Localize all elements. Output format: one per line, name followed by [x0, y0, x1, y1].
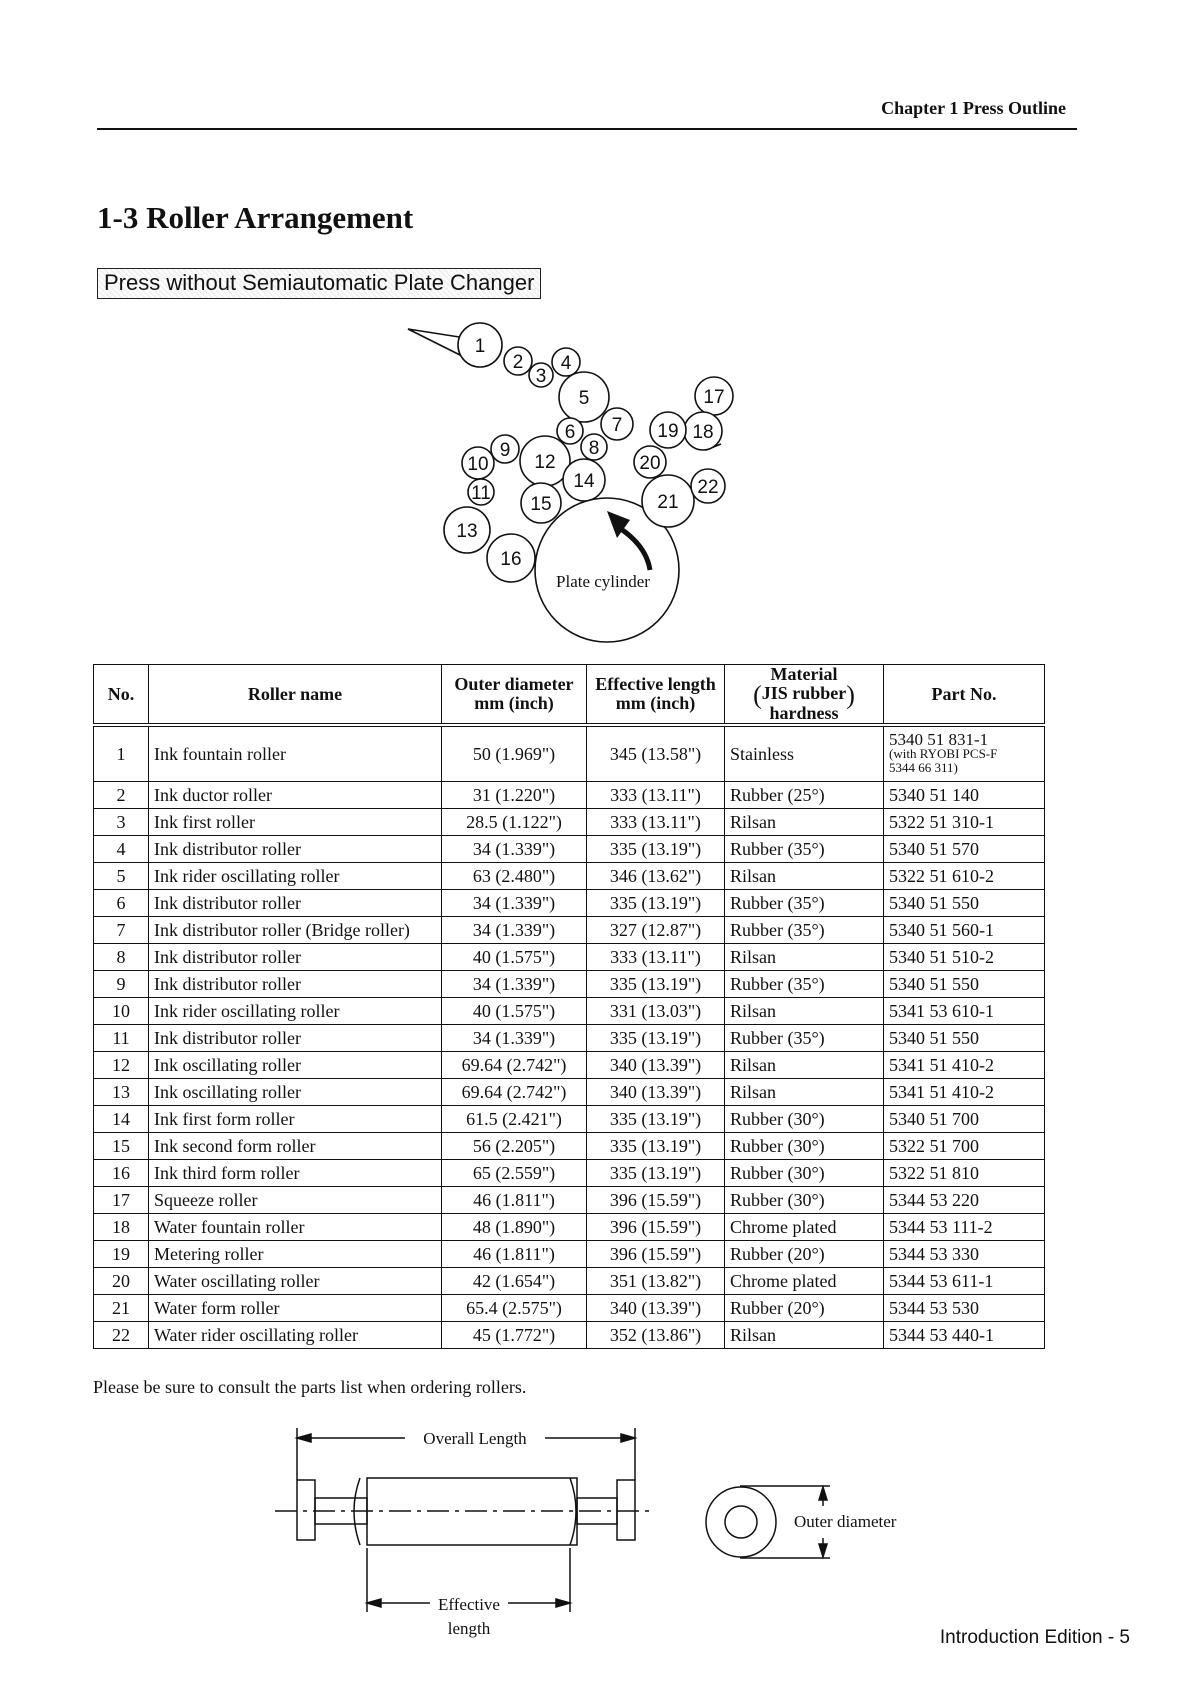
el-header-line1: Effective length: [595, 674, 716, 695]
roller-number-label: 4: [560, 353, 572, 374]
cell-el: 351 (13.82"): [587, 1267, 725, 1294]
cell-mat: Rilsan: [725, 997, 884, 1024]
cell-name: Ink first roller: [149, 808, 442, 835]
roller-number-label: 5: [578, 388, 590, 409]
cell-mat: Rubber (20°): [725, 1294, 884, 1321]
page-footer: Introduction Edition - 5: [939, 1627, 1130, 1648]
cell-pn: 5344 53 111-2: [884, 1213, 1045, 1240]
cell-el: 396 (15.59"): [587, 1240, 725, 1267]
table-row: [94, 1024, 1045, 1051]
cell-od: 56 (2.205"): [442, 1132, 587, 1159]
cell-pn: 5340 51 550: [884, 970, 1045, 997]
table-row: [94, 1213, 1045, 1240]
cell-od: 31 (1.220"): [442, 781, 587, 808]
cell-no: 19: [94, 1240, 149, 1267]
cell-name: Ink first form roller: [149, 1105, 442, 1132]
cell-od: 34 (1.339"): [442, 889, 587, 916]
cell-no: 22: [94, 1321, 149, 1348]
mat-header-line2: JIS rubber: [761, 683, 847, 703]
cell-od: 34 (1.339"): [442, 835, 587, 862]
cell-el: 333 (13.11"): [587, 943, 725, 970]
roller-table: [93, 664, 1045, 1349]
cell-name: Squeeze roller: [149, 1186, 442, 1213]
cell-mat: Rubber (30°): [725, 1132, 884, 1159]
cell-mat: Rubber (30°): [725, 1105, 884, 1132]
roller-number-label: 19: [657, 421, 679, 442]
cell-mat: Rubber (25°): [725, 781, 884, 808]
cell-no: 10: [94, 997, 149, 1024]
cell-od: 61.5 (2.421"): [442, 1105, 587, 1132]
cell-od: 46 (1.811"): [442, 1186, 587, 1213]
cell-no: 11: [94, 1024, 149, 1051]
cell-mat: Rubber (35°): [725, 835, 884, 862]
cell-mat: Rubber (35°): [725, 970, 884, 997]
cell-el: 335 (13.19"): [587, 1132, 725, 1159]
cell-od: 34 (1.339"): [442, 916, 587, 943]
table-row: [94, 835, 1045, 862]
cell-name: Ink oscillating roller: [149, 1078, 442, 1105]
cell-od: 40 (1.575"): [442, 943, 587, 970]
cell-od: 63 (2.480"): [442, 862, 587, 889]
cell-no: 9: [94, 970, 149, 997]
cell-name: Water fountain roller: [149, 1213, 442, 1240]
roller-number-label: 16: [500, 549, 522, 570]
cell-no: 4: [94, 835, 149, 862]
cell-el: 335 (13.19"): [587, 1105, 725, 1132]
cell-el: 331 (13.03"): [587, 997, 725, 1024]
table-row: [94, 943, 1045, 970]
cell-pn: 5344 53 611-1: [884, 1267, 1045, 1294]
part-number-note: 5344 66 311): [889, 760, 958, 776]
roller-number-label: 22: [697, 477, 719, 498]
cell-el: 340 (13.39"): [587, 1078, 725, 1105]
cell-name: Ink ductor roller: [149, 781, 442, 808]
cell-pn: 5344 53 440-1: [884, 1321, 1045, 1348]
table-row: [94, 970, 1045, 997]
table-row: [94, 1240, 1045, 1267]
cell-name: Ink distributor roller: [149, 889, 442, 916]
table-row: [94, 1078, 1045, 1105]
cell-el: 345 (13.58"): [587, 725, 725, 781]
cell-no: 20: [94, 1267, 149, 1294]
cell-od: 45 (1.772"): [442, 1321, 587, 1348]
roller-number-label: 18: [692, 422, 714, 443]
roller-number-label: 21: [657, 492, 679, 513]
table-row: [94, 781, 1045, 808]
cell-el: 335 (13.19"): [587, 1159, 725, 1186]
cell-mat: Rubber (35°): [725, 889, 884, 916]
cell-od: 34 (1.339"): [442, 1024, 587, 1051]
roller-number-label: 20: [639, 453, 661, 474]
section-title: 1-3 Roller Arrangement: [97, 200, 414, 235]
table-row: [94, 1132, 1045, 1159]
cell-no: 18: [94, 1213, 149, 1240]
roller-number-label: 12: [534, 452, 556, 473]
cell-el: 333 (13.11"): [587, 808, 725, 835]
cell-pn: 5322 51 610-2: [884, 862, 1045, 889]
table-row: [94, 1267, 1045, 1294]
cell-pn: [884, 725, 1045, 781]
cell-mat: Rilsan: [725, 862, 884, 889]
cell-el: 396 (15.59"): [587, 1186, 725, 1213]
cell-pn: 5341 51 410-2: [884, 1051, 1045, 1078]
cell-el: 335 (13.19"): [587, 1024, 725, 1051]
cell-el: 352 (13.86"): [587, 1321, 725, 1348]
table-row: [94, 1159, 1045, 1186]
cell-no: 21: [94, 1294, 149, 1321]
effective-length-label-line1: Effective: [438, 1595, 500, 1614]
roller-number-label: 10: [467, 454, 489, 475]
cell-no: 14: [94, 1105, 149, 1132]
section-banner: Press without Semiautomatic Plate Changer: [97, 268, 541, 299]
cell-el: 335 (13.19"): [587, 970, 725, 997]
cell-name: Ink distributor roller: [149, 1024, 442, 1051]
col-header-no: No.: [94, 665, 149, 726]
cell-mat: Rilsan: [725, 943, 884, 970]
cell-name: Ink distributor roller: [149, 970, 442, 997]
cell-name: Ink distributor roller: [149, 835, 442, 862]
roller-number-label: 9: [499, 440, 511, 461]
cell-el: 340 (13.39"): [587, 1294, 725, 1321]
roller-dimension-figure: [0, 1420, 1188, 1660]
cell-pn: 5344 53 220: [884, 1186, 1045, 1213]
table-row: [94, 725, 1045, 781]
cell-el: 327 (12.87"): [587, 916, 725, 943]
cell-name: Ink fountain roller: [149, 725, 442, 781]
mat-header-line1: Material: [770, 664, 838, 684]
cell-pn: 5344 53 330: [884, 1240, 1045, 1267]
cell-no: 7: [94, 916, 149, 943]
cell-no: 15: [94, 1132, 149, 1159]
roller-number-label: 11: [471, 483, 491, 504]
cell-pn: 5340 51 700: [884, 1105, 1045, 1132]
table-row: [94, 1051, 1045, 1078]
cell-pn: 5322 51 700: [884, 1132, 1045, 1159]
table-row: [94, 808, 1045, 835]
cell-el: 335 (13.19"): [587, 835, 725, 862]
cell-pn: 5341 53 610-1: [884, 997, 1045, 1024]
cell-el: 346 (13.62"): [587, 862, 725, 889]
cell-no: 16: [94, 1159, 149, 1186]
roller-number-label: 13: [456, 521, 478, 542]
cell-name: Ink rider oscillating roller: [149, 862, 442, 889]
table-row: [94, 1105, 1045, 1132]
table-row: [94, 997, 1045, 1024]
cell-el: 333 (13.11"): [587, 781, 725, 808]
cell-mat: Rubber (30°): [725, 1159, 884, 1186]
cell-no: 2: [94, 781, 149, 808]
cell-el: 335 (13.19"): [587, 889, 725, 916]
cell-od: 34 (1.339"): [442, 970, 587, 997]
cell-pn: 5322 51 310-1: [884, 808, 1045, 835]
cell-mat: Rilsan: [725, 1051, 884, 1078]
cell-od: 42 (1.654"): [442, 1267, 587, 1294]
cell-no: 17: [94, 1186, 149, 1213]
roller-number-label: 17: [703, 387, 725, 408]
roller-number-label: 2: [512, 352, 524, 373]
cell-pn: 5340 51 560-1: [884, 916, 1045, 943]
cell-name: Metering roller: [149, 1240, 442, 1267]
cell-pn: 5340 51 550: [884, 1024, 1045, 1051]
cell-name: Ink third form roller: [149, 1159, 442, 1186]
roller-number-label: 7: [611, 415, 623, 436]
col-header-part-no: Part No.: [884, 665, 1045, 726]
ordering-note: Please be sure to consult the parts list when ordering rollers.: [93, 1377, 527, 1397]
roller-number-label: 1: [474, 336, 486, 357]
roller-number-label: 14: [573, 471, 595, 492]
cell-pn: 5344 53 530: [884, 1294, 1045, 1321]
cell-od: 28.5 (1.122"): [442, 808, 587, 835]
part-number-note: (with RYOBI PCS-F: [889, 746, 998, 762]
table-row: [94, 862, 1045, 889]
cell-name: Water form roller: [149, 1294, 442, 1321]
effective-length-label-line2: length: [447, 1619, 491, 1638]
col-header-outer-diameter: [442, 665, 587, 726]
cell-od: 46 (1.811"): [442, 1240, 587, 1267]
col-header-effective-length: [587, 665, 725, 726]
cell-name: Water oscillating roller: [149, 1267, 442, 1294]
mat-header-line3: hardness: [769, 703, 839, 724]
table-header-row: [94, 665, 1045, 726]
cell-name: Ink rider oscillating roller: [149, 997, 442, 1024]
cell-od: 48 (1.890"): [442, 1213, 587, 1240]
chapter-header: Chapter 1 Press Outline: [881, 98, 1066, 118]
od-header-line1: Outer diameter: [454, 674, 574, 695]
cell-name: Ink distributor roller (Bridge roller): [149, 916, 442, 943]
cell-mat: Rubber (35°): [725, 1024, 884, 1051]
overall-length-label: Overall Length: [423, 1429, 527, 1448]
table-row: [94, 1294, 1045, 1321]
table-row: [94, 1321, 1045, 1348]
col-header-material: Material (JIS rubber) hardness: [725, 665, 884, 726]
roller-number-label: 6: [564, 422, 576, 443]
outer-diameter-label: Outer diameter: [794, 1512, 897, 1531]
cell-od: 65.4 (2.575"): [442, 1294, 587, 1321]
cell-no: 5: [94, 862, 149, 889]
table-row: [94, 889, 1045, 916]
plate-cylinder-label: Plate cylinder: [556, 572, 650, 591]
cell-mat: Chrome plated: [725, 1213, 884, 1240]
od-header-line2: mm (inch): [474, 693, 554, 714]
cell-no: 1: [94, 725, 149, 781]
cell-no: 6: [94, 889, 149, 916]
el-header-line2: mm (inch): [615, 693, 696, 714]
cell-od: 69.64 (2.742"): [442, 1078, 587, 1105]
cell-od: 69.64 (2.742"): [442, 1051, 587, 1078]
cell-name: Water rider oscillating roller: [149, 1321, 442, 1348]
part-number: 5340 51 831-1: [889, 730, 989, 750]
cell-mat: Rilsan: [725, 808, 884, 835]
cell-pn: 5341 51 410-2: [884, 1078, 1045, 1105]
roller-number-label: 15: [530, 494, 552, 515]
roller-number-label: 3: [535, 366, 547, 387]
cell-pn: 5340 51 510-2: [884, 943, 1045, 970]
cell-od: 40 (1.575"): [442, 997, 587, 1024]
cell-el: 396 (15.59"): [587, 1213, 725, 1240]
cell-mat: Rilsan: [725, 1321, 884, 1348]
cell-no: 3: [94, 808, 149, 835]
cell-pn: 5340 51 140: [884, 781, 1045, 808]
cell-el: 340 (13.39"): [587, 1051, 725, 1078]
cell-mat: Chrome plated: [725, 1267, 884, 1294]
cell-name: Ink second form roller: [149, 1132, 442, 1159]
table-row: [94, 916, 1045, 943]
cell-pn: 5340 51 570: [884, 835, 1045, 862]
cell-mat: Rubber (30°): [725, 1186, 884, 1213]
cell-pn: 5322 51 810: [884, 1159, 1045, 1186]
cell-mat: Rubber (20°): [725, 1240, 884, 1267]
cell-od: 50 (1.969"): [442, 725, 587, 781]
cell-no: 8: [94, 943, 149, 970]
table-row: [94, 1186, 1045, 1213]
cell-mat: Rubber (35°): [725, 916, 884, 943]
cell-name: Ink distributor roller: [149, 943, 442, 970]
roller-number-label: 8: [588, 438, 600, 459]
col-header-name: Roller name: [149, 665, 442, 726]
cell-mat: Rilsan: [725, 1078, 884, 1105]
roller-arrangement-diagram: [0, 0, 1188, 660]
cell-no: 12: [94, 1051, 149, 1078]
cell-od: 65 (2.559"): [442, 1159, 587, 1186]
cell-name: Ink oscillating roller: [149, 1051, 442, 1078]
cell-no: 13: [94, 1078, 149, 1105]
cell-mat: Stainless: [725, 725, 884, 781]
cell-pn: 5340 51 550: [884, 889, 1045, 916]
